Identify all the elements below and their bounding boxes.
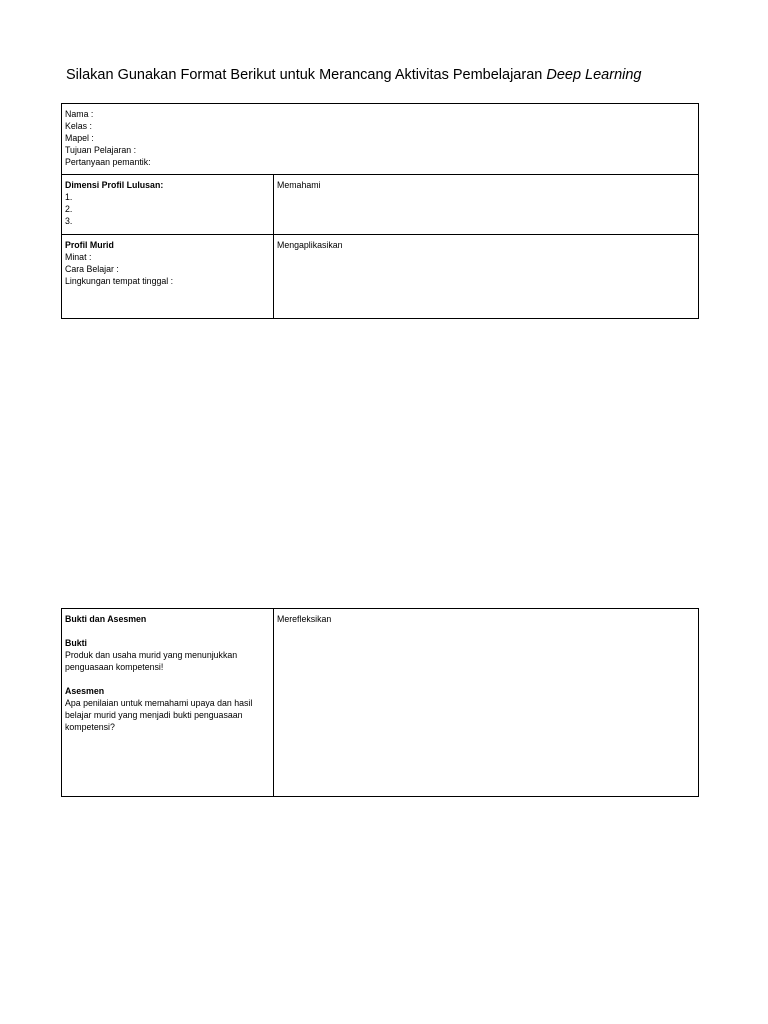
asesmen-heading: Asesmen <box>65 686 105 696</box>
asesmen-text-line-3: kompetensi? <box>65 722 115 732</box>
memahami-label: Memahami <box>277 180 321 190</box>
profil-murid-row <box>62 235 699 319</box>
page-title-italic: Deep Learning <box>546 67 642 83</box>
dimensi-item-3: 3. <box>65 216 73 226</box>
nama-label: Nama : <box>65 109 94 119</box>
dimensi-cell <box>62 175 274 235</box>
dimensi-heading: Dimensi Profil Lulusan: <box>65 180 164 190</box>
merefleksikan-label: Merefleksikan <box>277 614 332 624</box>
page-title <box>66 64 706 86</box>
planning-table-top <box>61 103 699 319</box>
mengaplikasikan-label: Mengaplikasikan <box>277 240 343 250</box>
identity-cell <box>62 104 699 175</box>
tujuan-pelajaran-label: Tujuan Pelajaran : <box>65 145 137 155</box>
kelas-label: Kelas : <box>65 121 92 131</box>
bukti-text-line-2: penguasaan kompetensi! <box>65 662 164 672</box>
mengaplikasikan-cell <box>274 235 699 319</box>
dimensi-item-1: 1. <box>65 192 73 202</box>
lingkungan-label: Lingkungan tempat tinggal : <box>65 276 174 286</box>
dimensi-item-2: 2. <box>65 204 73 214</box>
bukti-asesmen-row <box>62 609 699 797</box>
bukti-heading: Bukti <box>65 638 87 648</box>
memahami-cell <box>274 175 699 235</box>
bukti-text-line-1: Produk dan usaha murid yang menunjukkan <box>65 650 238 660</box>
merefleksikan-cell <box>274 609 699 797</box>
dimensi-row <box>62 175 699 235</box>
pertanyaan-pemantik-label: Pertanyaan pemantik: <box>65 157 151 167</box>
identity-row <box>62 104 699 175</box>
asesmen-text-line-2: belajar murid yang menjadi bukti penguasaan <box>65 710 243 720</box>
bukti-asesmen-cell <box>62 609 274 797</box>
planning-table-bottom <box>61 608 699 797</box>
minat-label: Minat : <box>65 252 92 262</box>
cara-belajar-label: Cara Belajar : <box>65 264 119 274</box>
page-title-main: Silakan Gunakan Format Berikut untuk Merancang Aktivitas Pembelajaran <box>66 67 547 83</box>
profil-murid-cell <box>62 235 274 319</box>
spacer <box>65 673 270 685</box>
profil-murid-heading: Profil Murid <box>65 240 114 250</box>
spacer <box>65 625 270 637</box>
asesmen-text-line-1: Apa penilaian untuk memahami upaya dan hasil <box>65 698 253 708</box>
mapel-label: Mapel : <box>65 133 94 143</box>
bukti-asesmen-heading: Bukti dan Asesmen <box>65 614 147 624</box>
